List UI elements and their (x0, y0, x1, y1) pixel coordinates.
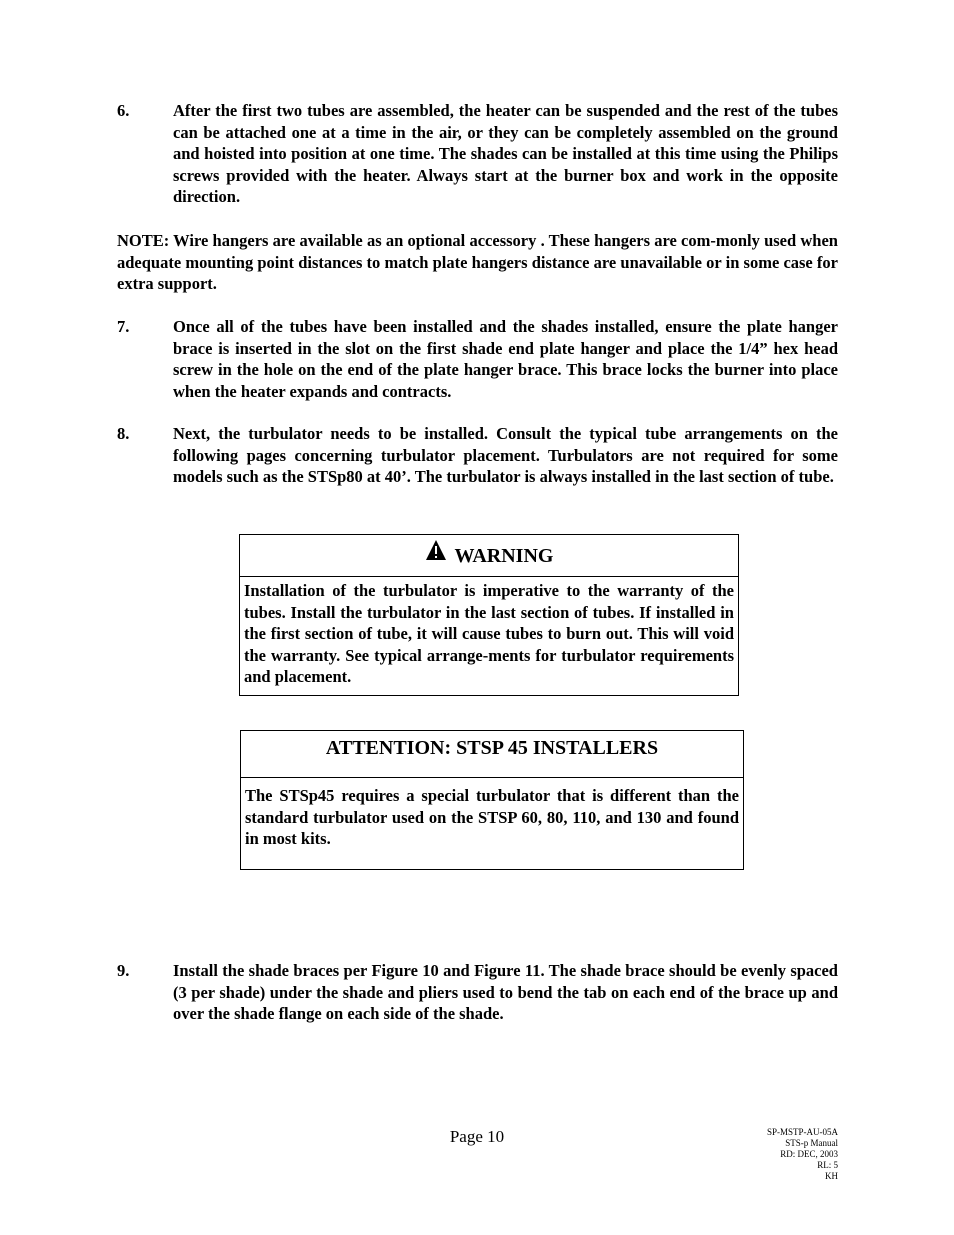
author-initials: KH (825, 1171, 838, 1181)
doc-code: SP-MSTP-AU-05A (766, 1127, 838, 1137)
manual-name: STS-p Manual (785, 1138, 838, 1148)
warning-box (239, 534, 739, 696)
step-7 (117, 316, 838, 402)
attention-text: The STSp45 requires a special turbulator that is different than the standard turbulator used on the STSP 60, 80, 110, and 130 and found in most kits. (245, 786, 739, 848)
document-meta (767, 1127, 838, 1182)
step-number: 6. (117, 101, 130, 120)
page-number: Page 10 (449, 1127, 505, 1146)
revision-date: RD: DEC, 2003 (780, 1149, 838, 1159)
step-8 (117, 423, 838, 488)
step-number: 9. (117, 961, 130, 980)
warning-triangle-icon (425, 534, 447, 576)
step-text: After the first two tubes are assembled, the heater can be suspended and the rest of the tubes can be attached one at a time in the air, or they can be completely assembled on the ground and hoisted into position at one time. The shades can be installed at this time using the Philips screws provided with the heater. Always start at the burner box and work in the opposite direction. (173, 101, 838, 206)
step-6 (117, 100, 838, 208)
step-text: Next, the turbulator needs to be installed. Consult the typical tube arrangements on the following pages concerning turbulator placement. Turbulators are not required for some models such as the STSp80 at 40’. The turbulator is always installed in the last section of tube. (173, 424, 838, 486)
warning-title: WARNING (454, 545, 554, 567)
warning-header (240, 535, 738, 577)
step-text: Install the shade braces per Figure 10 and Figure 11. The shade brace should be evenly spaced (3 per shade) under the shade and pliers used to bend the tab on each end of the brace up and over the shade flange on each side of the shade. (173, 961, 838, 1023)
attention-title: ATTENTION: STSP 45 INSTALLERS (241, 731, 743, 778)
step-number: 8. (117, 424, 130, 443)
step-text: Once all of the tubes have been installed and the shades installed, ensure the plate hanger brace is inserted in the slot on the first shade end plate hanger and place the 1/4” hex head screw in the hole on the end of the plate hanger brace. This brace locks the burner into place when the heater expands and contracts. (173, 317, 838, 401)
attention-box (240, 730, 744, 870)
revision-level: RL: 5 (817, 1160, 838, 1170)
note-paragraph: NOTE: Wire hangers are available as an optional accessory . These hangers are com-monly used when adequate mounting point distances to match plate hangers distance are unavailable or in some case for extra support. (117, 231, 838, 293)
warning-text: Installation of the turbulator is imperative to the warranty of the tubes. Install the turbulator in the last section of tubes. If installed in the first section of tube, it will cause tubes to burn out. This will void the warranty. See typical arrange-ments for turbulator requirements and placement. (244, 581, 734, 686)
step-9 (117, 960, 838, 1025)
step-number: 7. (117, 317, 130, 336)
